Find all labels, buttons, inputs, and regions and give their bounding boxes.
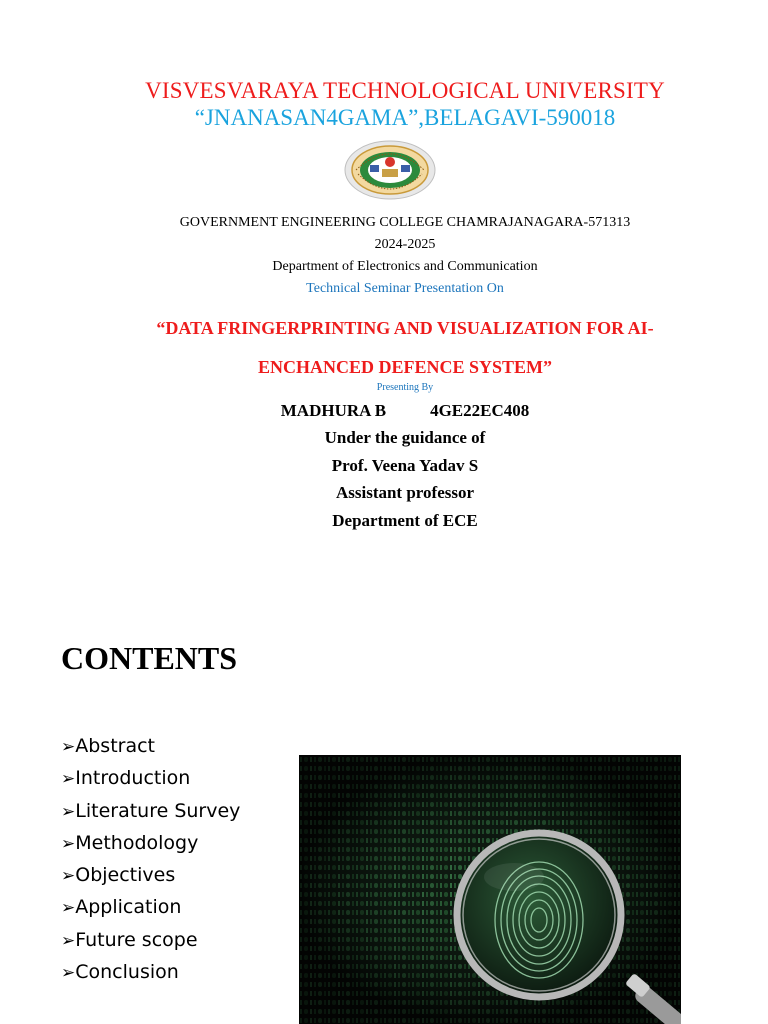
guide-department: Department of ECE <box>332 511 478 530</box>
arrow-bullet-icon: ➢ <box>61 801 76 822</box>
arrow-bullet-icon: ➢ <box>61 769 76 790</box>
department-name: Department of Electronics and Communication <box>272 259 538 274</box>
guide-designation: Assistant professor <box>335 483 475 502</box>
college-name: GOVERNMENT ENGINEERING COLLEGE CHAMRAJANAGARA-571313 <box>179 215 631 230</box>
arrow-bullet-icon: ➢ <box>61 930 76 951</box>
contents-heading: CONTENTS <box>61 640 238 676</box>
academic-year: 2024-2025 <box>374 237 436 252</box>
list-item: ➢Objectives <box>61 864 176 887</box>
list-item: ➢Future scope <box>61 928 198 951</box>
guide-name: Prof. Veena Yadav S <box>331 456 479 475</box>
list-item: ➢Abstract <box>61 735 156 757</box>
list-item: ➢Conclusion <box>61 961 179 984</box>
student-line <box>0 401 768 421</box>
arrow-bullet-icon: ➢ <box>61 737 76 757</box>
arrow-bullet-icon: ➢ <box>61 963 76 984</box>
university-logo <box>344 140 436 200</box>
arrow-bullet-icon: ➢ <box>61 833 76 854</box>
arrow-bullet-icon: ➢ <box>61 866 76 887</box>
university-subtitle: “JNANASAN4GAMA”,BELAGAVI-590018 <box>194 105 616 130</box>
list-item: ➢Literature Survey <box>61 799 241 822</box>
student-name: MADHURA B <box>280 401 387 420</box>
list-item: ➢Introduction <box>61 767 191 790</box>
list-item: ➢Application <box>61 896 182 919</box>
presenting-by-label: Presenting By <box>376 382 434 393</box>
seminar-title-line2: ENCHANCED DEFENCE SYSTEM” <box>257 357 553 377</box>
seminar-label: Technical Seminar Presentation On <box>306 281 504 296</box>
university-name: VISVESVARAYA TECHNOLOGICAL UNIVERSITY <box>145 78 665 103</box>
fingerprint-magnifier-image <box>299 755 681 1024</box>
arrow-bullet-icon: ➢ <box>61 898 76 919</box>
contents-list <box>61 730 240 988</box>
seminar-title-line1: “DATA FRINGERPRINTING AND VISUALIZATION FOR AI- <box>156 318 654 338</box>
student-usn: 4GE22EC408 <box>430 401 530 420</box>
list-item: ➢Methodology <box>61 831 199 854</box>
guidance-label: Under the guidance of <box>324 428 486 447</box>
